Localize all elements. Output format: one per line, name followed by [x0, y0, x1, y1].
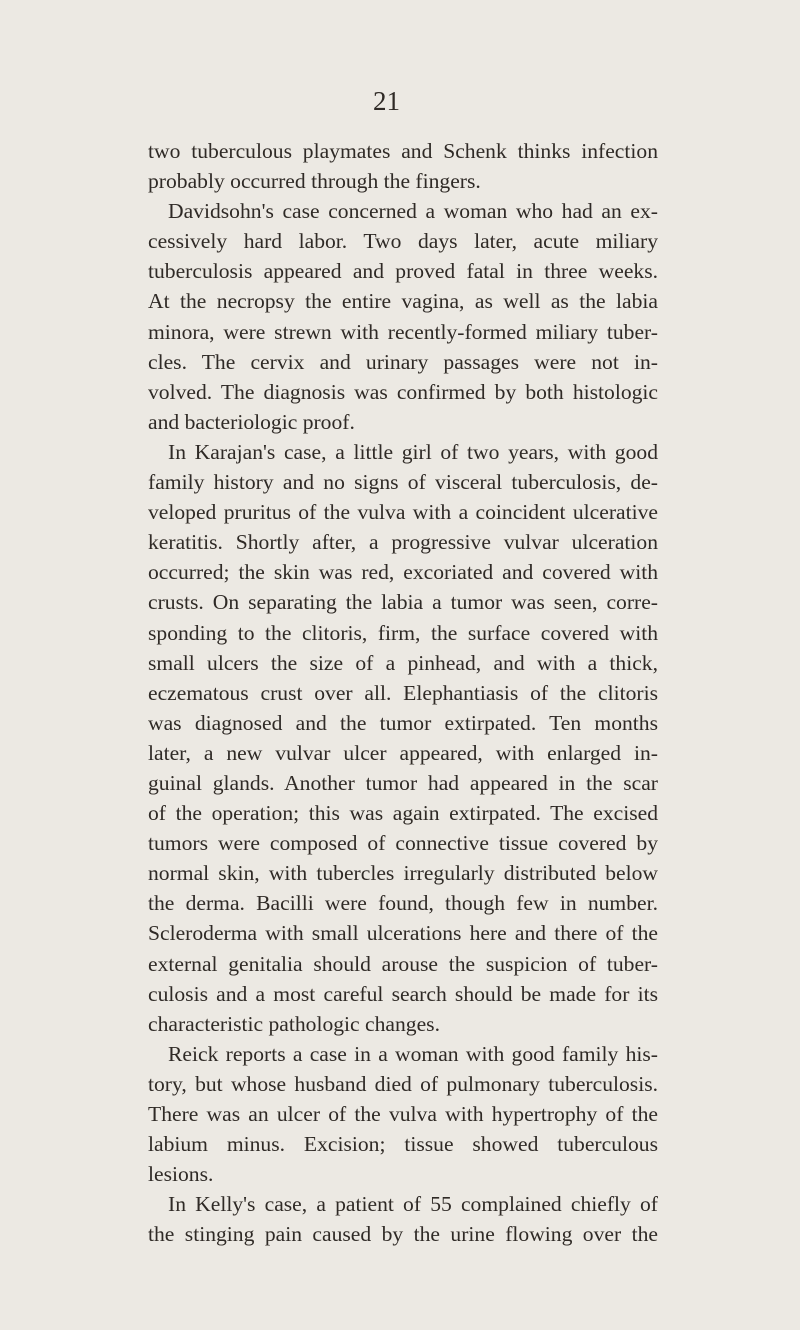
- text-line: volved. The diagnosis was confirmed by both histologic: [148, 379, 658, 404]
- text-line: later, a new vulvar ulcer appeared, with enlarged in-: [148, 740, 658, 765]
- text-line: At the necropsy the entire vagina, as well as the labia: [148, 289, 658, 314]
- text-line: the stinging pain caused by the urine flowing over the: [148, 1222, 658, 1247]
- text-line: tumors were composed of connective tissue covered by: [148, 831, 658, 856]
- text-line: family history and no signs of visceral tuberculosis, de-: [148, 470, 658, 495]
- text-line: crusts. On separating the labia a tumor was seen, corre-: [148, 590, 658, 615]
- body-text: [148, 136, 658, 1249]
- text-line: two tuberculous playmates and Schenk thinks infection: [148, 139, 658, 163]
- text-line: the derma. Bacilli were found, though few in number.: [148, 891, 658, 916]
- text-line: tuberculosis appeared and proved fatal in three weeks.: [148, 259, 658, 284]
- text-line: was diagnosed and the tumor extirpated. Ten months: [148, 710, 658, 735]
- text-line: cles. The cervix and urinary passages were not in-: [148, 349, 658, 374]
- text-line: lesions.: [148, 1162, 214, 1187]
- text-line: labium minus. Excision; tissue showed tuberculous: [148, 1132, 658, 1157]
- text-line: and bacteriologic proof.: [148, 409, 355, 434]
- text-line: Reick reports a case in a woman with good family his-: [168, 1041, 658, 1066]
- text-line: normal skin, with tubercles irregularly distributed below: [148, 861, 658, 886]
- text-line: guinal glands. Another tumor had appeared in the scar: [148, 770, 658, 795]
- text-line: probably occurred through the fingers.: [148, 169, 481, 194]
- text-line: small ulcers the size of a pinhead, and with a thick,: [148, 650, 658, 675]
- text-line: There was an ulcer of the vulva with hypertrophy of the: [148, 1102, 658, 1126]
- text-line: occurred; the skin was red, excoriated and covered with: [148, 560, 658, 585]
- text-line: external genitalia should arouse the suspicion of tuber-: [148, 951, 658, 976]
- text-line: of the operation; this was again extirpated. The excised: [148, 801, 658, 826]
- text-line: sponding to the clitoris, firm, the surface covered with: [148, 620, 658, 645]
- page-number: 21: [373, 86, 400, 116]
- text-line: keratitis. Shortly after, a progressive vulvar ulceration: [148, 530, 658, 555]
- text-line: minora, were strewn with recently-formed miliary tuber-: [148, 319, 658, 344]
- text-line: In Karajan's case, a little girl of two years, with good: [168, 439, 658, 464]
- text-line: Scleroderma with small ulcerations here and there of the: [148, 921, 658, 946]
- text-line: characteristic pathologic changes.: [148, 1011, 440, 1036]
- text-line: cessively hard labor. Two days later, acute miliary: [148, 229, 658, 254]
- text-line: tory, but whose husband died of pulmonary tuberculosis.: [148, 1071, 658, 1096]
- text-line: Davidsohn's case concerned a woman who had an ex-: [168, 199, 658, 224]
- text-line: culosis and a most careful search should be made for its: [148, 981, 658, 1006]
- text-line: In Kelly's case, a patient of 55 complained chiefly of: [168, 1192, 658, 1217]
- text-line: eczematous crust over all. Elephantiasis of the clitoris: [148, 680, 658, 705]
- text-line: veloped pruritus of the vulva with a coincident ulcerative: [148, 500, 658, 525]
